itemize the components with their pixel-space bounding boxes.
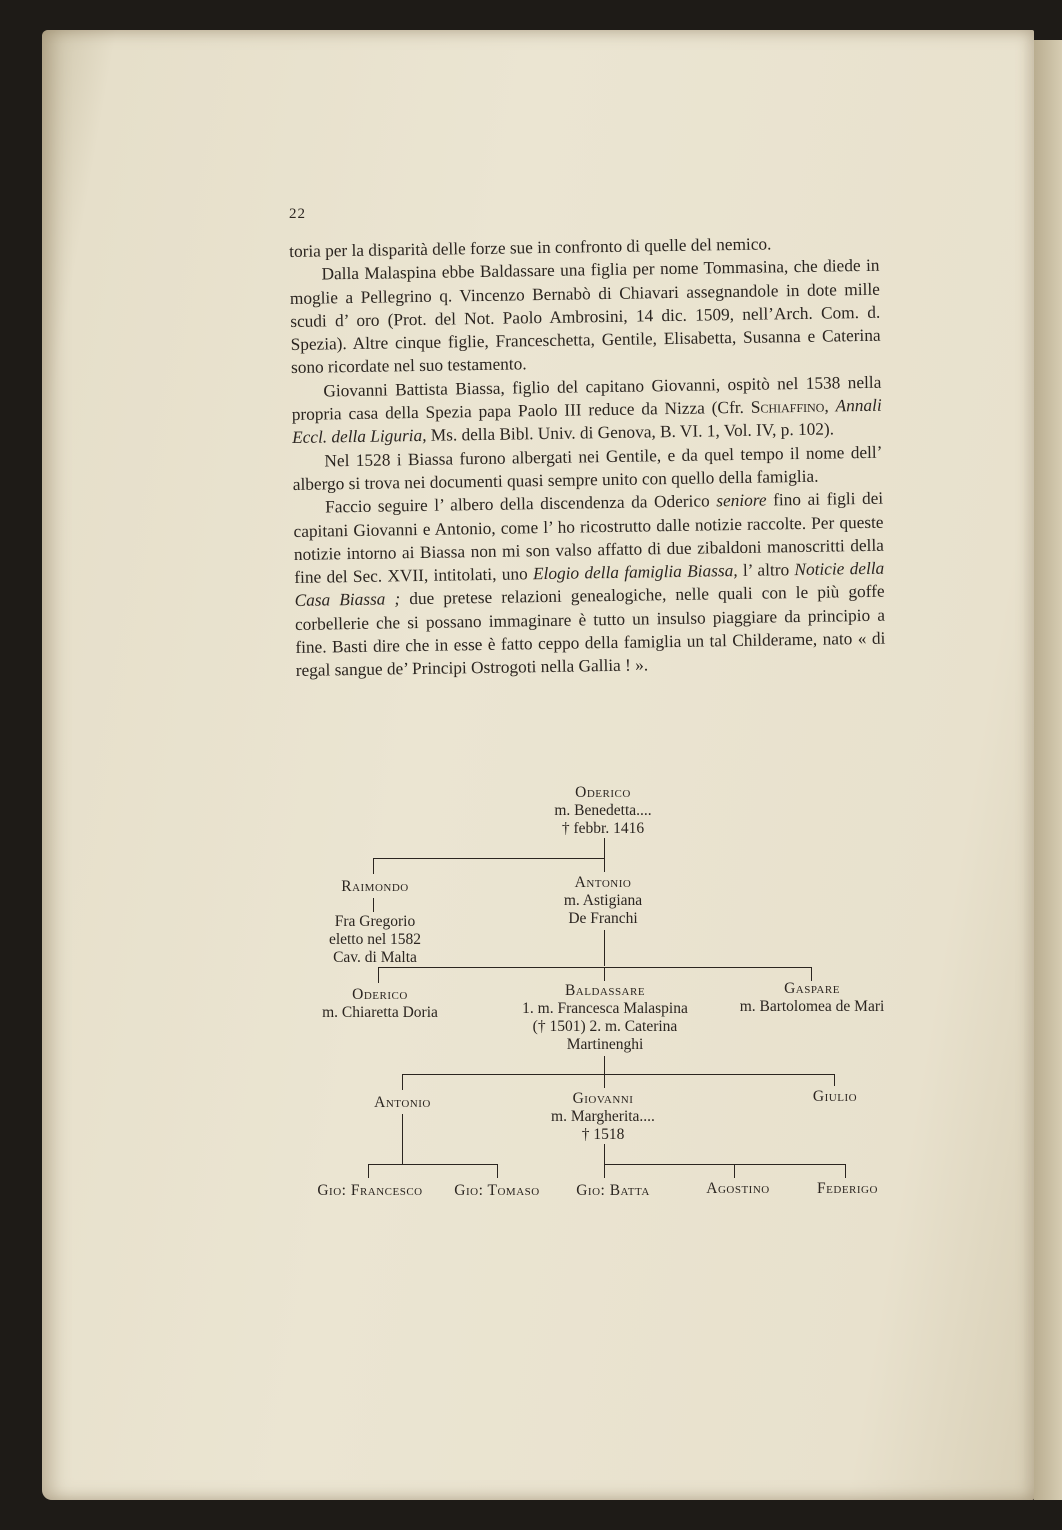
text-run: l’ altro [737,560,795,581]
tree-connector [604,1056,605,1074]
node-name: Gio: Tomaso [454,1182,540,1199]
tree-connector [734,1164,735,1178]
italic-text: Annali Eccl. della Liguria, [291,395,882,448]
node-name: Gaspare [784,980,840,997]
text-run: Dalla Malaspina ebbe Baldassare una figlia per nome Tommasina, che diede in moglie a Pellegrino q. Vincenzo Bernabò di Chiavari assegnandole in dote mille scudi d’ oro (Prot. del Not. Paolo Ambrosini, 14 dic. 1509, nell’Arch. Com. d. Spezia). Altre cinque figlie, Franceschetta, Gentile, Elisabetta, Susanna e Caterina sono ricordate nel suo testamento. [289,256,881,378]
small-caps-text: Schiaffino, [750,396,829,417]
tree-node-fra-gregorio [290,913,460,967]
node-name: Federigo [817,1180,878,1197]
node-line: m. Astigiana [563,892,643,909]
node-line: Cav. di Malta [333,949,417,966]
tree-connector [368,1164,369,1178]
tree-connector [402,1074,403,1090]
tree-connector [604,1164,605,1178]
node-name: Raimondo [341,878,409,895]
tree-connector [373,858,374,874]
tree-connector [845,1164,846,1178]
node-line: † febbr. 1416 [561,820,645,837]
tree-connector [497,1164,498,1178]
tree-connector [373,898,374,912]
tree-connector [604,838,605,858]
node-name: Oderico [352,986,408,1003]
node-line: Martinenghi [566,1036,644,1053]
tree-node-antonio-1 [518,874,688,928]
tree-node-raimondo [290,878,460,896]
node-line: Fra Gregorio [334,913,416,930]
node-line: m. Chiaretta Doria [322,1004,438,1021]
tree-connector [834,1074,835,1086]
node-line: 1. m. Francesca Malaspina [522,1000,688,1017]
text-run: Giovanni Battista Biassa, figlio del capitano Giovanni, ospitò nel 1538 nella propria casa della Spezia papa Paolo III reduce da Nizza (Cfr. [291,372,882,425]
text-run: due pretese relazioni genealogiche, nelle quali con le più goffe corbellerie che si possano immaginare è tutto un insulso piaggiare da principio a fine. Basti dire che in esse è fatto ceppo della famiglia un tal Childerame, nato « di regal sangue de’ Principi Ostrogoti nella Gallia ! ». [294,582,886,681]
page-number: 22 [289,206,306,222]
paragraph [289,254,881,380]
node-name: Giulio [812,1088,858,1105]
tree-connector [604,1164,846,1165]
text-run: toria per la disparità delle forze sue in confronto di quelle del nemico. [289,234,772,261]
tree-connector [604,1144,605,1164]
text-run: Nel 1528 i Biassa furono albergati nei Gentile, e da quel tempo il nome dell’ albergo si trova nei documenti quasi sempre unito con quello della famiglia. [292,442,883,494]
tree-connector [402,1114,403,1164]
node-name: Antonio [574,874,632,891]
node-line: m. Benedetta.... [554,802,652,819]
node-name: Oderico [575,784,631,801]
node-name: Gio: Batta [576,1182,650,1199]
tree-connector [604,1074,605,1088]
tree-node-baldassare [490,982,720,1054]
italic-text: Noticie della Casa Biassa ; [294,558,885,611]
node-line: De Franchi [568,910,638,927]
node-name: Giovanni [572,1090,634,1107]
tree-node-gio-francesco [300,1182,440,1200]
tree-node-antonio-2 [320,1094,485,1112]
tree-node-agostino [688,1180,788,1198]
next-page-edge [1034,40,1062,1500]
tree-connector [378,967,812,968]
italic-text: seniore [716,490,767,511]
tree-node-gio-tomaso [442,1182,552,1200]
tree-connector [373,858,605,859]
text-run: Faccio seguire l’ albero della discendenza da Oderico [325,491,717,517]
tree-connector [604,930,605,966]
node-name: Agostino [706,1180,770,1197]
node-line: eletto nel 1582 [328,931,422,948]
text-run: Ms. della Bibl. Univ. di Genova, B. VI. 1, Vol. IV, p. 102). [426,419,835,446]
tree-node-oderico-root [518,784,688,838]
node-line: † 1518 [581,1126,625,1143]
tree-connector [811,967,812,981]
tree-connector [378,967,379,983]
tree-node-gaspare [712,980,912,1016]
tree-node-giovanni [518,1090,688,1144]
family-tree [290,780,900,1210]
node-line: m. Margherita.... [551,1108,655,1125]
paragraph [291,370,882,449]
node-name: Baldassare [564,982,646,999]
node-name: Gio: Francesco [317,1182,423,1199]
tree-node-federigo [800,1180,895,1198]
tree-connector [368,1164,498,1165]
tree-connector [604,967,605,981]
body-text [289,231,886,683]
paragraph [293,487,886,683]
node-name: Antonio [374,1094,431,1111]
node-line: m. Bartolomea de Mari [739,998,885,1015]
tree-node-giulio [790,1088,880,1106]
italic-text: Elogio della famiglia Biassa, [532,561,738,584]
tree-node-gio-batta [558,1182,668,1200]
tree-connector [604,858,605,872]
text-run: fino ai figli dei capitani Giovanni e Antonio, come l’ ho ricostrutto dalle notizie raccolte. Per queste notizie intorno ai Biassa non mi son valso affatto di due zibaldoni manoscritti della fine del Sec. XVII, intitolati, uno [293,488,885,588]
node-line: († 1501) 2. m. Caterina [532,1018,678,1035]
tree-node-oderico-2 [290,986,470,1022]
tree-connector [402,1074,835,1075]
